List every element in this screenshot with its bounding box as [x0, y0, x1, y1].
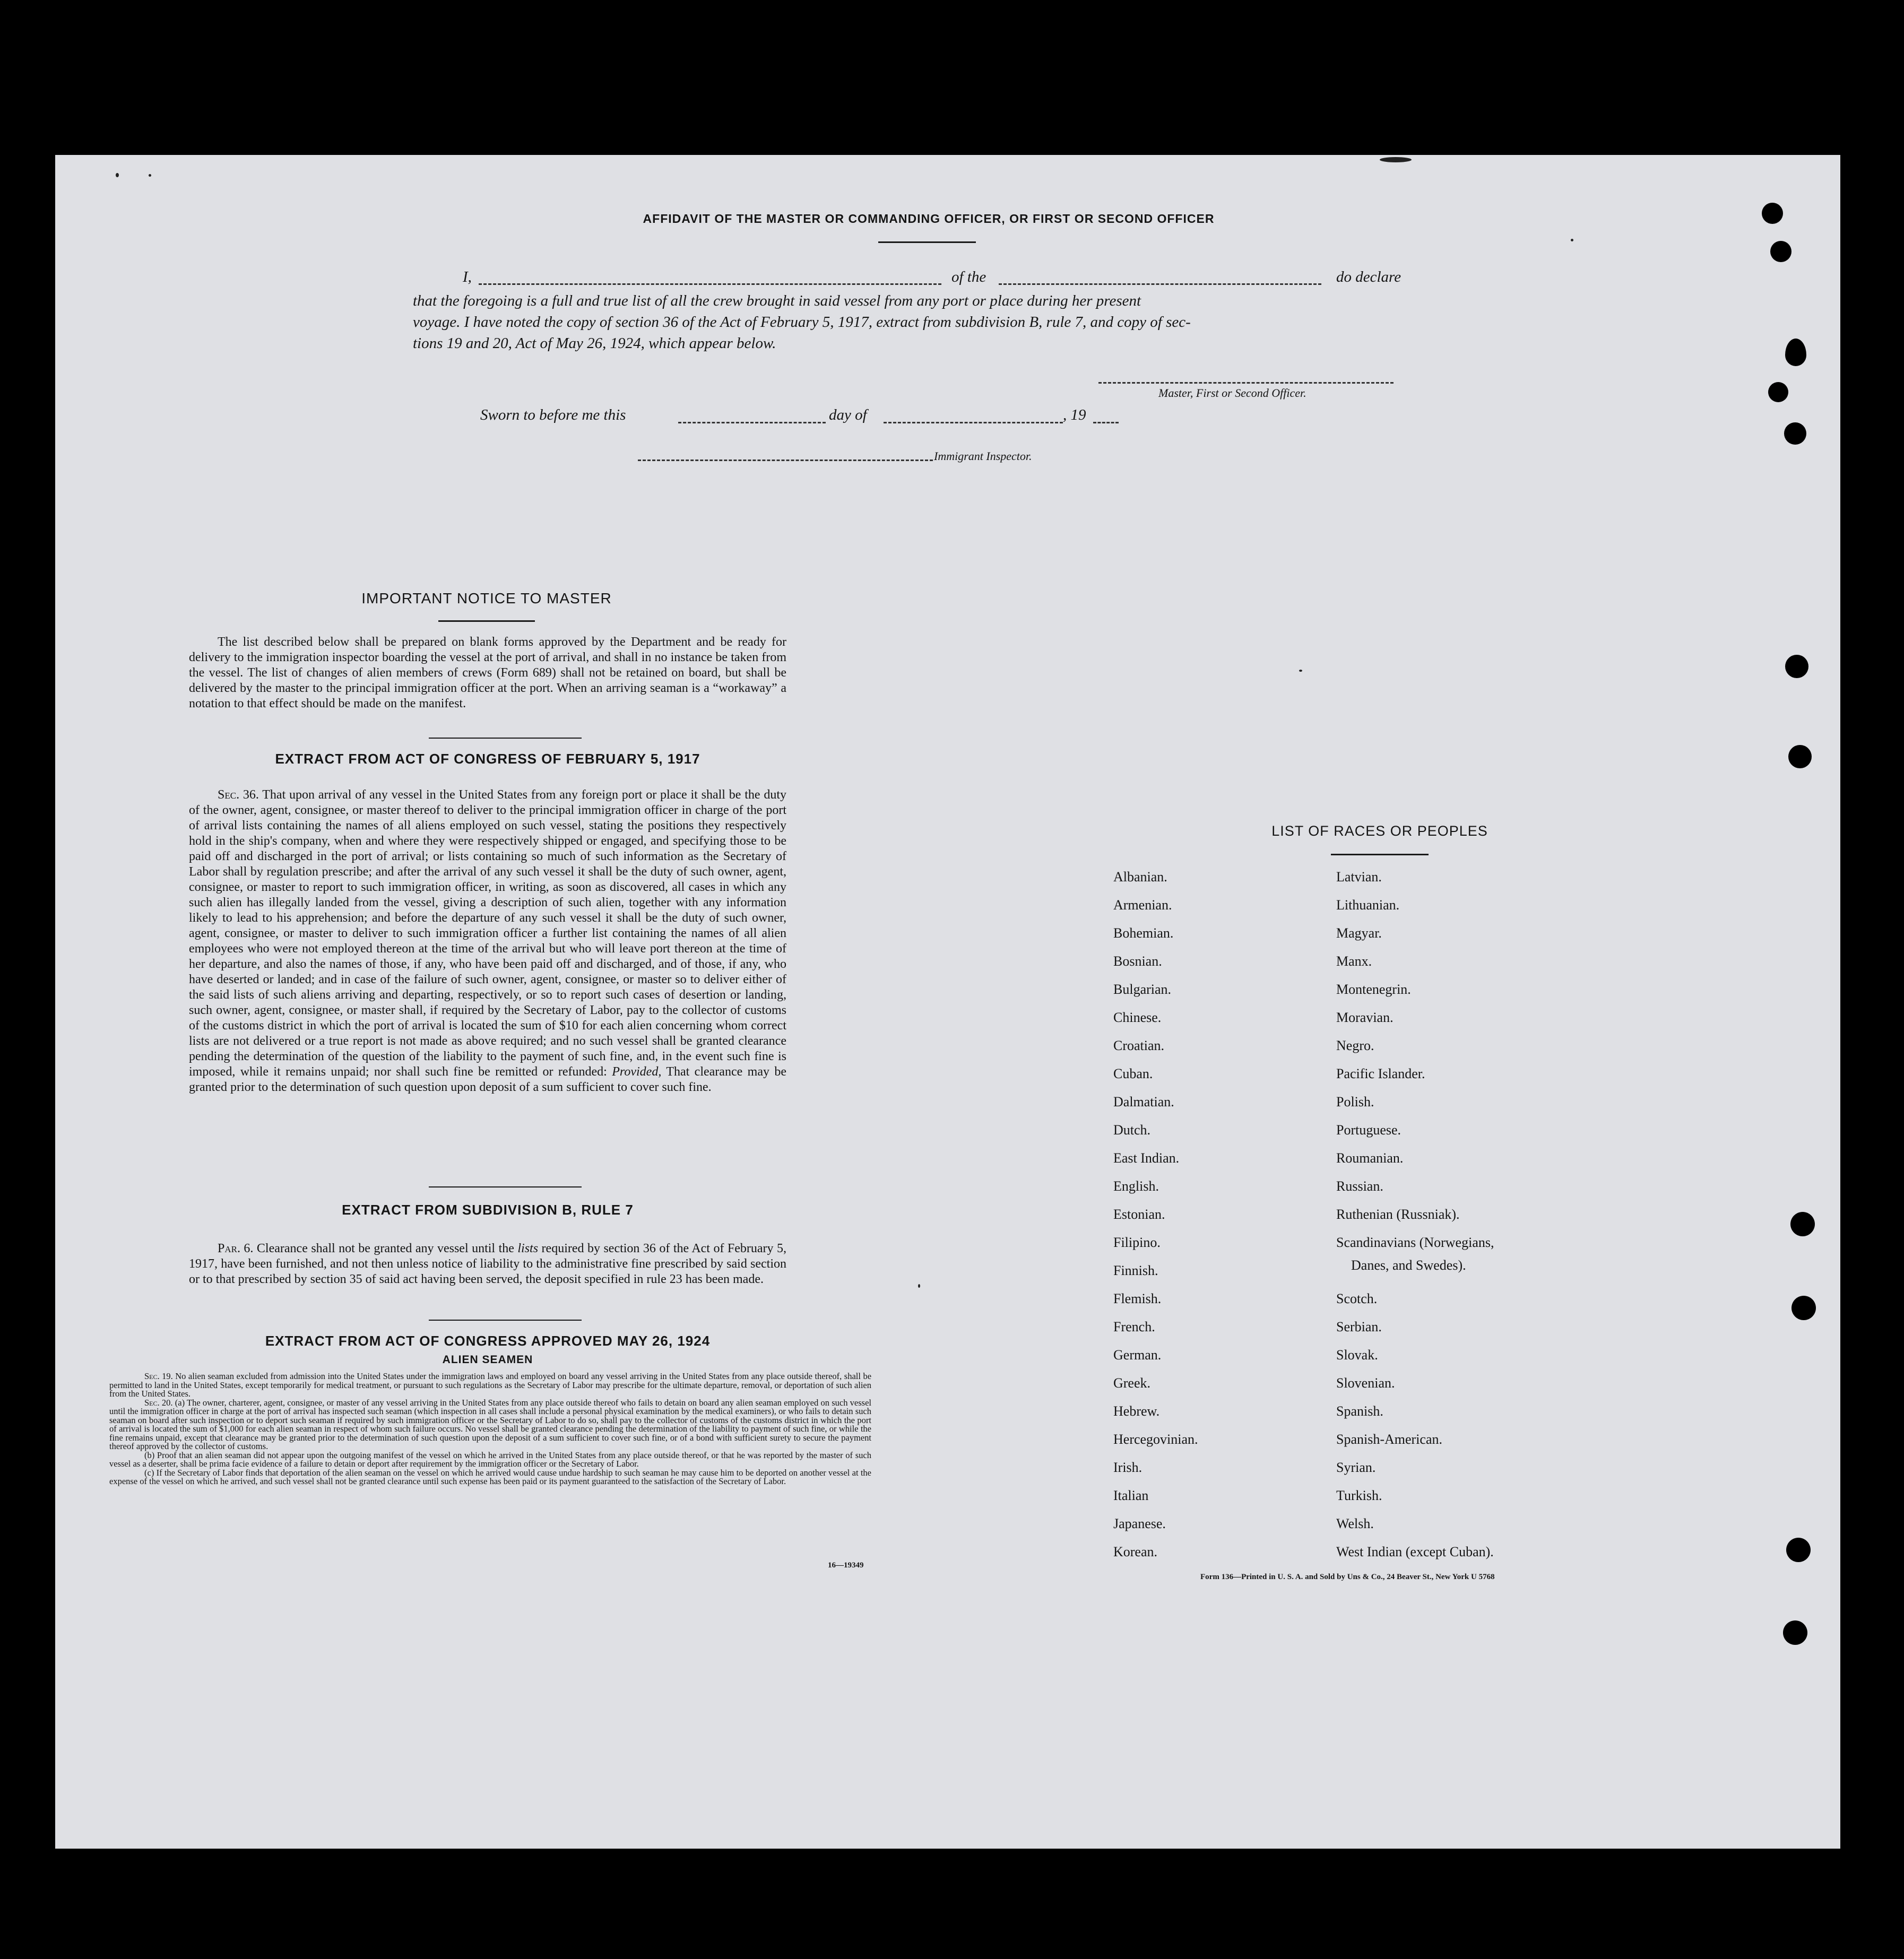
binding-hole — [1770, 241, 1792, 262]
affidavit-line-4: tions 19 and 20, Act of May 26, 1924, which appear below. — [413, 335, 776, 352]
race-item: Cuban. — [1113, 1066, 1153, 1081]
par-6-label: Par. 6. — [218, 1242, 254, 1255]
name-field[interactable] — [479, 272, 941, 285]
inspector-signature-field[interactable] — [638, 449, 933, 461]
sec-20-b-paragraph: (b) Proof that an alien seaman did not appear upon the outgoing manifest of the vessel on which he arrived in the United States from any place outside thereof, or that he was reported by the master of such vessel as a deserter, shall be prima facie evidence of a failure to detain or deport after requirement by the immigration officer or the Secretary of Labor. — [109, 1450, 871, 1469]
race-item: Spanish. — [1336, 1403, 1383, 1419]
races-rule — [1331, 854, 1429, 855]
binding-hole — [1786, 1538, 1811, 1562]
race-item: Turkish. — [1336, 1488, 1382, 1503]
affidavit-line-3: voyage. I have noted the copy of section 36 of the Act of February 5, 1917, extract from subdivision B, rule 7, and copy of sec- — [413, 314, 1191, 331]
sec-20-c-paragraph: (c) If the Secretary of Labor finds that deportation of the alien seaman on the vessel on which he arrived would cause undue hardship to such seaman he may cause him to be deported on another vessel at the expense of the vessel on which he arrived, and such vessel shall not be granted clearance until such expense has been paid or its payment guaranteed to the satisfaction of the Secretary of Labor. — [109, 1467, 871, 1486]
inspector-label: Immigrant Inspector. — [934, 449, 1032, 463]
sec-19-label: Sec. 19. — [144, 1371, 173, 1381]
race-item: Greek. — [1113, 1375, 1151, 1391]
race-item: Estonian. — [1113, 1207, 1165, 1222]
lists-word: lists — [517, 1242, 539, 1255]
race-item: Ruthenian (Russniak). — [1336, 1207, 1460, 1222]
year-field[interactable] — [1093, 410, 1119, 423]
speck — [918, 1284, 920, 1288]
printer-footer: Form 136—Printed in U. S. A. and Sold by Uns & Co., 24 Beaver St., New York U 5768 — [1200, 1573, 1495, 1581]
race-item: Scotch. — [1336, 1291, 1378, 1306]
race-item: Spanish-American. — [1336, 1432, 1443, 1447]
day-of-text: day of — [829, 406, 867, 423]
sec-20-paragraph — [109, 1399, 871, 1451]
race-item: Polish. — [1336, 1094, 1374, 1109]
race-item: Welsh. — [1336, 1516, 1374, 1531]
race-item: Finnish. — [1113, 1263, 1158, 1278]
race-item: Negro. — [1336, 1038, 1374, 1053]
notice-title: IMPORTANT NOTICE TO MASTER — [361, 590, 612, 606]
act-1924-subtitle: ALIEN SEAMEN — [442, 1354, 533, 1366]
race-item: Syrian. — [1336, 1460, 1376, 1475]
race-item: Slovak. — [1336, 1347, 1378, 1363]
race-item: Montenegrin. — [1336, 982, 1411, 997]
race-item: Italian — [1113, 1488, 1149, 1503]
sec-36-end: That clearance may be granted prior to the determination of such question upon deposit of a sum sufficient to cover such fine. — [189, 1065, 787, 1094]
notice-body: The list described below shall be prepared on blank forms approved by the Department and be ready for delivery to the immigration inspector boarding the vessel at the port of arrival, and shall in no instance be taken from the vessel. The list of changes of alien members of crews (Form 689) shall not be retained on board, but shall be delivered by the master to the principal immigration officer at the port. When an arriving seaman is a “workaway” a notation to that effect should be made on the manifest. — [189, 635, 786, 710]
speck — [1380, 157, 1412, 162]
race-item: Magyar. — [1336, 925, 1382, 941]
race-item: West Indian (except Cuban). — [1336, 1544, 1494, 1559]
race-item: Japanese. — [1113, 1516, 1166, 1531]
sec-19-paragraph — [109, 1372, 871, 1399]
race-item: Flemish. — [1113, 1291, 1162, 1306]
race-item: Roumanian. — [1336, 1150, 1404, 1166]
year-prefix: , 19 — [1063, 406, 1086, 423]
binding-hole — [1768, 382, 1788, 402]
race-item: East Indian. — [1113, 1150, 1180, 1166]
sworn-text: Sworn to before me this — [480, 406, 626, 423]
race-item: Latvian. — [1336, 869, 1382, 885]
sec-19-text: No alien seaman excluded from admission into the United States under the immigration laws and employed on board any vessel arriving in the United States from any place outside thereof, shall be permitted to land in the United States, except temporarily for medical treatment, or pursuant to such regulations as the Secretary of Labor may prescribe for the ultimate departure, removal, or deportation of such alien from the United States. — [109, 1371, 872, 1399]
speck — [116, 173, 119, 177]
affidavit-of-the: of the — [951, 268, 986, 285]
binding-hole — [1788, 745, 1812, 768]
form-code: 16—19349 — [828, 1561, 864, 1570]
notice-rule — [438, 620, 535, 622]
binding-hole — [1790, 1212, 1815, 1236]
binding-hole — [1784, 422, 1806, 445]
binding-hole — [1792, 1296, 1816, 1320]
rule-7-title: EXTRACT FROM SUBDIVISION B, RULE 7 — [342, 1202, 634, 1218]
race-item: Armenian. — [1113, 897, 1172, 913]
race-item: Portuguese. — [1336, 1122, 1401, 1138]
race-item: Lithuanian. — [1336, 897, 1400, 913]
race-item: Dalmatian. — [1113, 1094, 1174, 1109]
speck — [149, 174, 151, 177]
race-item: Moravian. — [1336, 1010, 1394, 1025]
rule-7-body — [189, 1241, 786, 1287]
affidavit-do-declare: do declare — [1336, 268, 1401, 285]
provided-word: Provided, — [612, 1065, 662, 1079]
act-1924-title: EXTRACT FROM ACT OF CONGRESS APPROVED MAY 26, 1924 — [265, 1333, 711, 1349]
master-signature-field[interactable] — [1098, 371, 1394, 384]
race-item: Bohemian. — [1113, 925, 1174, 941]
race-item: Irish. — [1113, 1460, 1143, 1475]
race-scandinavians-line-2: Danes, and Swedes). — [1351, 1258, 1466, 1273]
race-item: Manx. — [1336, 954, 1372, 969]
affidavit-i: I, — [463, 268, 472, 285]
extract-1917-title: EXTRACT FROM ACT OF CONGRESS OF FEBRUARY 5, 1917 — [275, 751, 700, 767]
race-item: Russian. — [1336, 1178, 1383, 1194]
race-item: Chinese. — [1113, 1010, 1162, 1025]
race-item: Hercegovinian. — [1113, 1432, 1198, 1447]
race-item: Serbian. — [1336, 1319, 1382, 1334]
vessel-field[interactable] — [999, 272, 1321, 285]
sec-36-text: That upon arrival of any vessel in the United States from any foreign port or place it shall be the duty of the owner, agent, consignee, or master thereof to deliver to the principal immigration officer in charge of the port of arrival lists containing the names of all aliens employed on such vessel, stating the positions they respectively hold in the ship's company, when and where they were respectively shipped or engaged, and specifying those to be paid off and discharged in the port of arrival; or lists containing so much of such information as the Secretary of Labor shall by regulation prescribe; and after the arrival of any such vessel it shall be the duty of such owner, agent, consignee, or master to report to such immigration officer, in writing, as soon as discovered, all cases in which any such alien has illegally landed from the vessel, giving a description of such alien, together with any information likely to lead to his apprehension; and before the departure of any such vessel it shall be the duty of such owner, agent, consignee, or master to deliver to such immigration officer a further list containing the names of all alien employees who were not employed thereon at the time of the arrival but who will leave port thereon at the time of her departure, and also the names of those, if any, who have been paid off and discharged, and of those, if any, who have deserted or landed; and in case of the failure of such owner, agent, consignee, or master so to deliver either of the said lists of such aliens arriving and departing, respectively, or so to report such cases of desertion or landing, such owner, agent, consignee, or master shall, if required by the Secretary of Labor, pay to the collector of customs of the customs district in which the port of arrival is located the sum of $10 for each alien concerning whom correct lists are not delivered or a true report is not made as above required; and no such vessel shall be granted clearance pending the determination of the question of the liability to the payment of such fine, and, in the event such fine is imposed, while it remains unpaid; nor shall such fine be remitted or refunded: — [189, 788, 786, 1079]
binding-hole — [1783, 1620, 1807, 1645]
race-item: Albanian. — [1113, 869, 1167, 885]
sec-20-a-text: (a) The owner, charterer, agent, consignee, or master of any vessel arriving in the United States from any place outside thereof who fails to detain on board any alien seaman employed on such vessel until the immigration officer in charge at the port of arrival has inspected such seaman (which inspection in all cases shall include a personal physical examination by the medical examiners), or who fails to detain such seaman on board after such inspection or to deport such seaman if required by such immigration officer or the Secretary of Labor to do so, shall pay to the collector of customs of the customs district in which the port of arrival is located the sum of $1,000 for each alien seaman in respect of whom such failure occurs. No vessel shall be granted clearance pending the determination of the liability to payment of such fine, or while the fine remains unpaid, except that clearance may be granted prior to the determination of such question upon the deposit of a sum sufficient to cover such fine, or of a bond with sufficient surety to secure the payment thereof approved by the collector of customs. — [109, 1397, 872, 1451]
rule-7-text-a: Clearance shall not be granted any vessel until the — [256, 1242, 514, 1255]
race-item: Hebrew. — [1113, 1403, 1160, 1419]
race-item: Bulgarian. — [1113, 982, 1172, 997]
act-1924-body — [109, 1372, 871, 1486]
divider-3 — [429, 1320, 582, 1321]
race-item: German. — [1113, 1347, 1162, 1363]
speck — [1571, 239, 1573, 241]
sec-36-label: Sec. 36. — [218, 788, 259, 802]
divider-1 — [429, 738, 582, 739]
month-field[interactable] — [884, 410, 1063, 423]
race-item: Dutch. — [1113, 1122, 1151, 1138]
sec-20-label: Sec. 20. — [144, 1397, 173, 1408]
race-item: Bosnian. — [1113, 954, 1162, 969]
extract-1917-body — [189, 787, 786, 1095]
divider-2 — [429, 1186, 582, 1187]
race-item: Korean. — [1113, 1544, 1158, 1559]
race-item: Croatian. — [1113, 1038, 1165, 1053]
binding-hole — [1762, 203, 1783, 224]
race-item: Pacific Islander. — [1336, 1066, 1425, 1081]
day-field[interactable] — [678, 410, 826, 423]
master-label: Master, First or Second Officer. — [1158, 386, 1306, 400]
binding-hole — [1785, 655, 1808, 678]
affidavit-rule — [878, 241, 976, 243]
race-item: Filipino. — [1113, 1235, 1161, 1250]
race-item: Slovenian. — [1336, 1375, 1395, 1391]
rule-7-text-b: required by section 36 of the Act of February 5, 1917, have been furnished, and not then unless notice of liability to the administrative fine prescribed by said section or to that prescribed by section 35 of said act having been served, the deposit specified in rule 23 has been made. — [189, 1242, 787, 1286]
race-item: Scandinavians (Norwegians, — [1336, 1235, 1494, 1250]
race-item: French. — [1113, 1319, 1155, 1334]
races-title: LIST OF RACES OR PEOPLES — [1271, 823, 1488, 839]
affidavit-line-2: that the foregoing is a full and true list of all the crew brought in said vessel from any port or place during her present — [413, 292, 1141, 309]
race-item: English. — [1113, 1178, 1159, 1194]
speck — [1299, 670, 1302, 672]
affidavit-title: AFFIDAVIT OF THE MASTER OR COMMANDING OFFICER, OR FIRST OR SECOND OFFICER — [643, 212, 1215, 226]
